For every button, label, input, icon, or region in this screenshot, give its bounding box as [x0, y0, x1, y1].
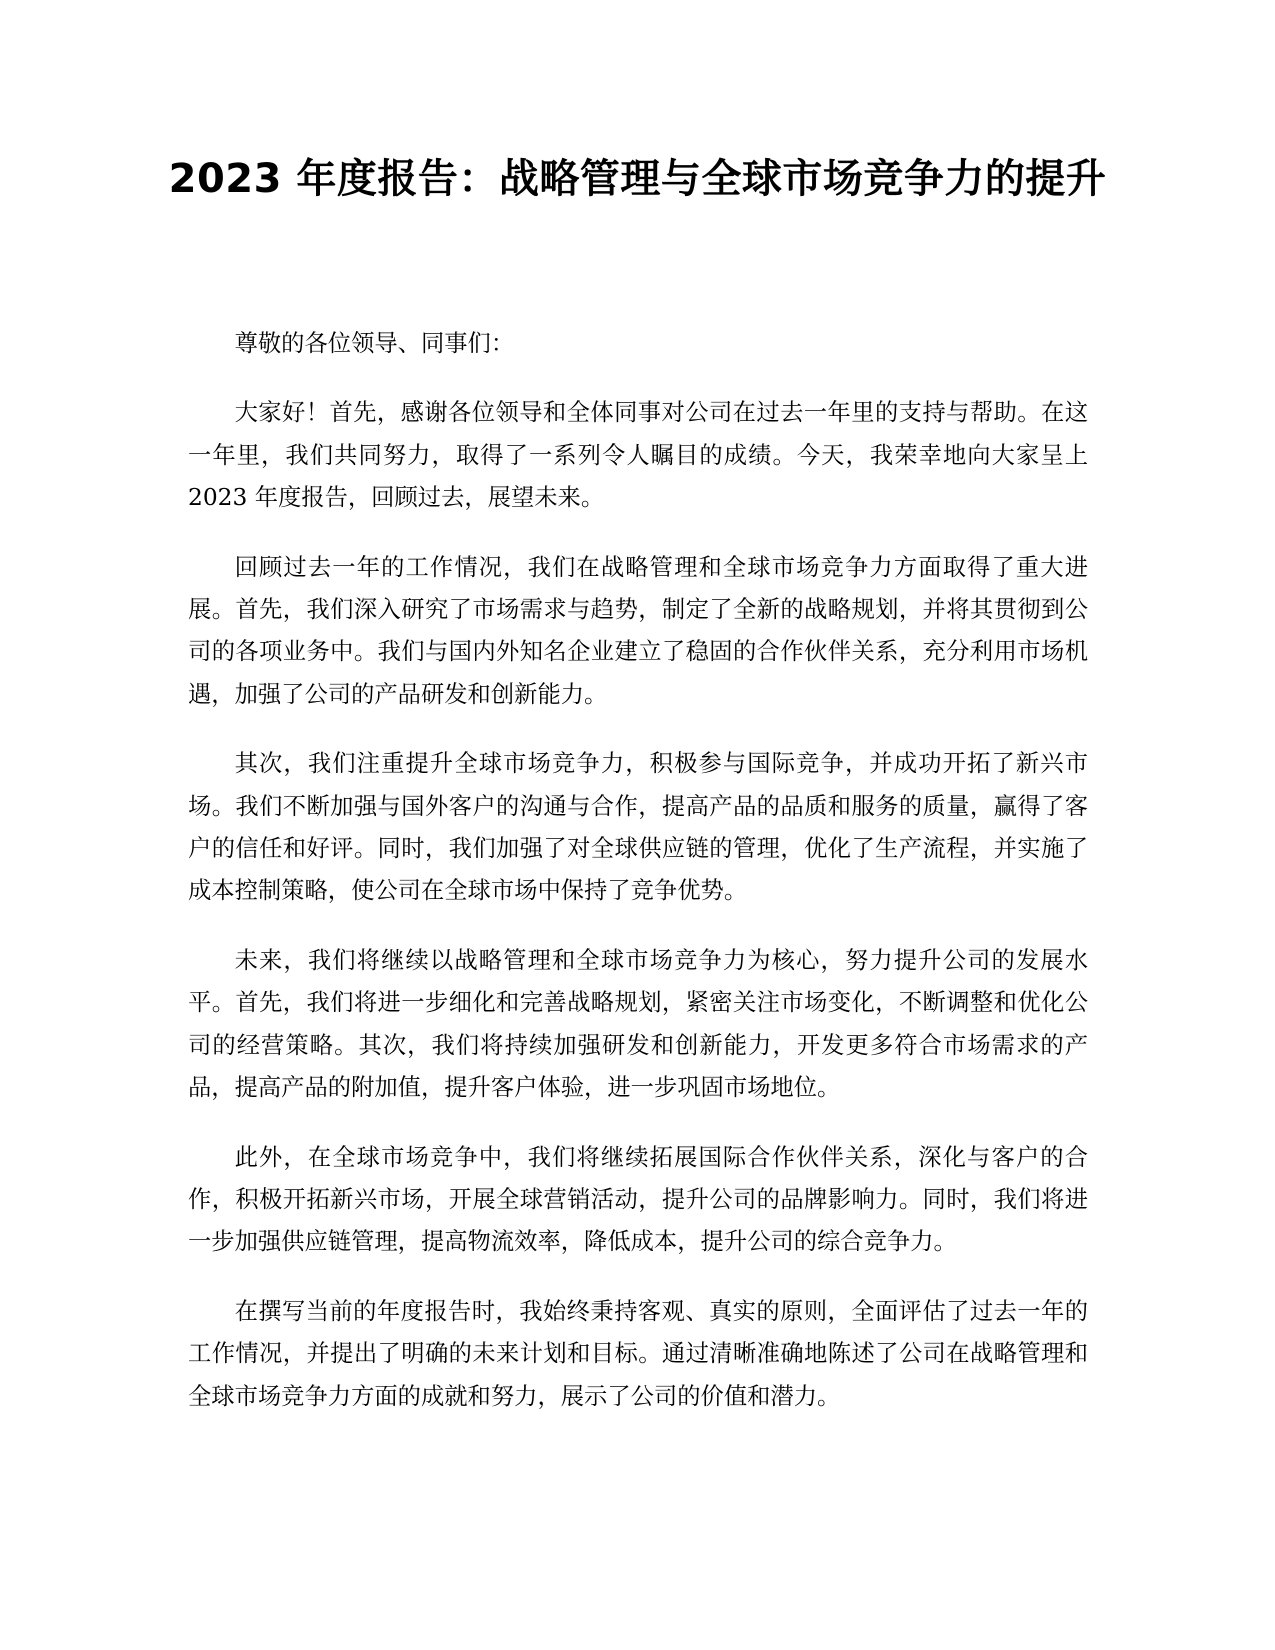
- body-paragraph: 未来，我们将继续以战略管理和全球市场竞争力为核心，努力提升公司的发展水平。首先，我们将进一步细化和完善战略规划，紧密关注市场变化，不断调整和优化公司的经营策略。其次，我们将持续加强研发和创新能力，开发更多符合市场需求的产品，提高产品的附加值，提升客户体验，进一步巩固市场地位。: [188, 946, 1088, 1102]
- salutation-paragraph: 尊敬的各位领导、同事们：: [234, 330, 515, 357]
- body-paragraph: 在撰写当前的年度报告时，我始终秉持客观、真实的原则，全面评估了过去一年的工作情况，并提出了明确的未来计划和目标。通过清晰准确地陈述了公司在战略管理和全球市场竞争力方面的成就和努力，展示了公司的价值和潜力。: [188, 1297, 1088, 1410]
- body-paragraph: 其次，我们注重提升全球市场竞争力，积极参与国际竞争，并成功开拓了新兴市场。我们不断加强与国外客户的沟通与合作，提高产品的品质和服务的质量，赢得了客户的信任和好评。同时，我们加强了对全球供应链的管理，优化了生产流程，并实施了成本控制策略，使公司在全球市场中保持了竞争优势。: [188, 750, 1088, 905]
- body-paragraph: 回顾过去一年的工作情况，我们在战略管理和全球市场竞争力方面取得了重大进展。首先，我们深入研究了市场需求与趋势，制定了全新的战略规划，并将其贯彻到公司的各项业务中。我们与国内外知名企业建立了稳固的合作伙伴关系，充分利用市场机遇，加强了公司的产品研发和创新能力。: [188, 553, 1088, 708]
- document-body: [188, 323, 1088, 1445]
- document-title: 2023 年度报告：战略管理与全球市场竞争力的提升: [168, 156, 1107, 202]
- body-paragraph: 此外，在全球市场竞争中，我们将继续拓展国际合作伙伴关系，深化与客户的合作，积极开拓新兴市场，开展全球营销活动，提升公司的品牌影响力。同时，我们将进一步加强供应链管理，提高物流效率，降低成本，提升公司的综合竞争力。: [188, 1143, 1088, 1256]
- body-paragraph: 大家好！首先，感谢各位领导和全体同事对公司在过去一年里的支持与帮助。在这一年里，我们共同努力，取得了一系列令人瞩目的成绩。今天，我荣幸地向大家呈上 2023 年度报告，回顾过去，展望未来。: [188, 399, 1088, 512]
